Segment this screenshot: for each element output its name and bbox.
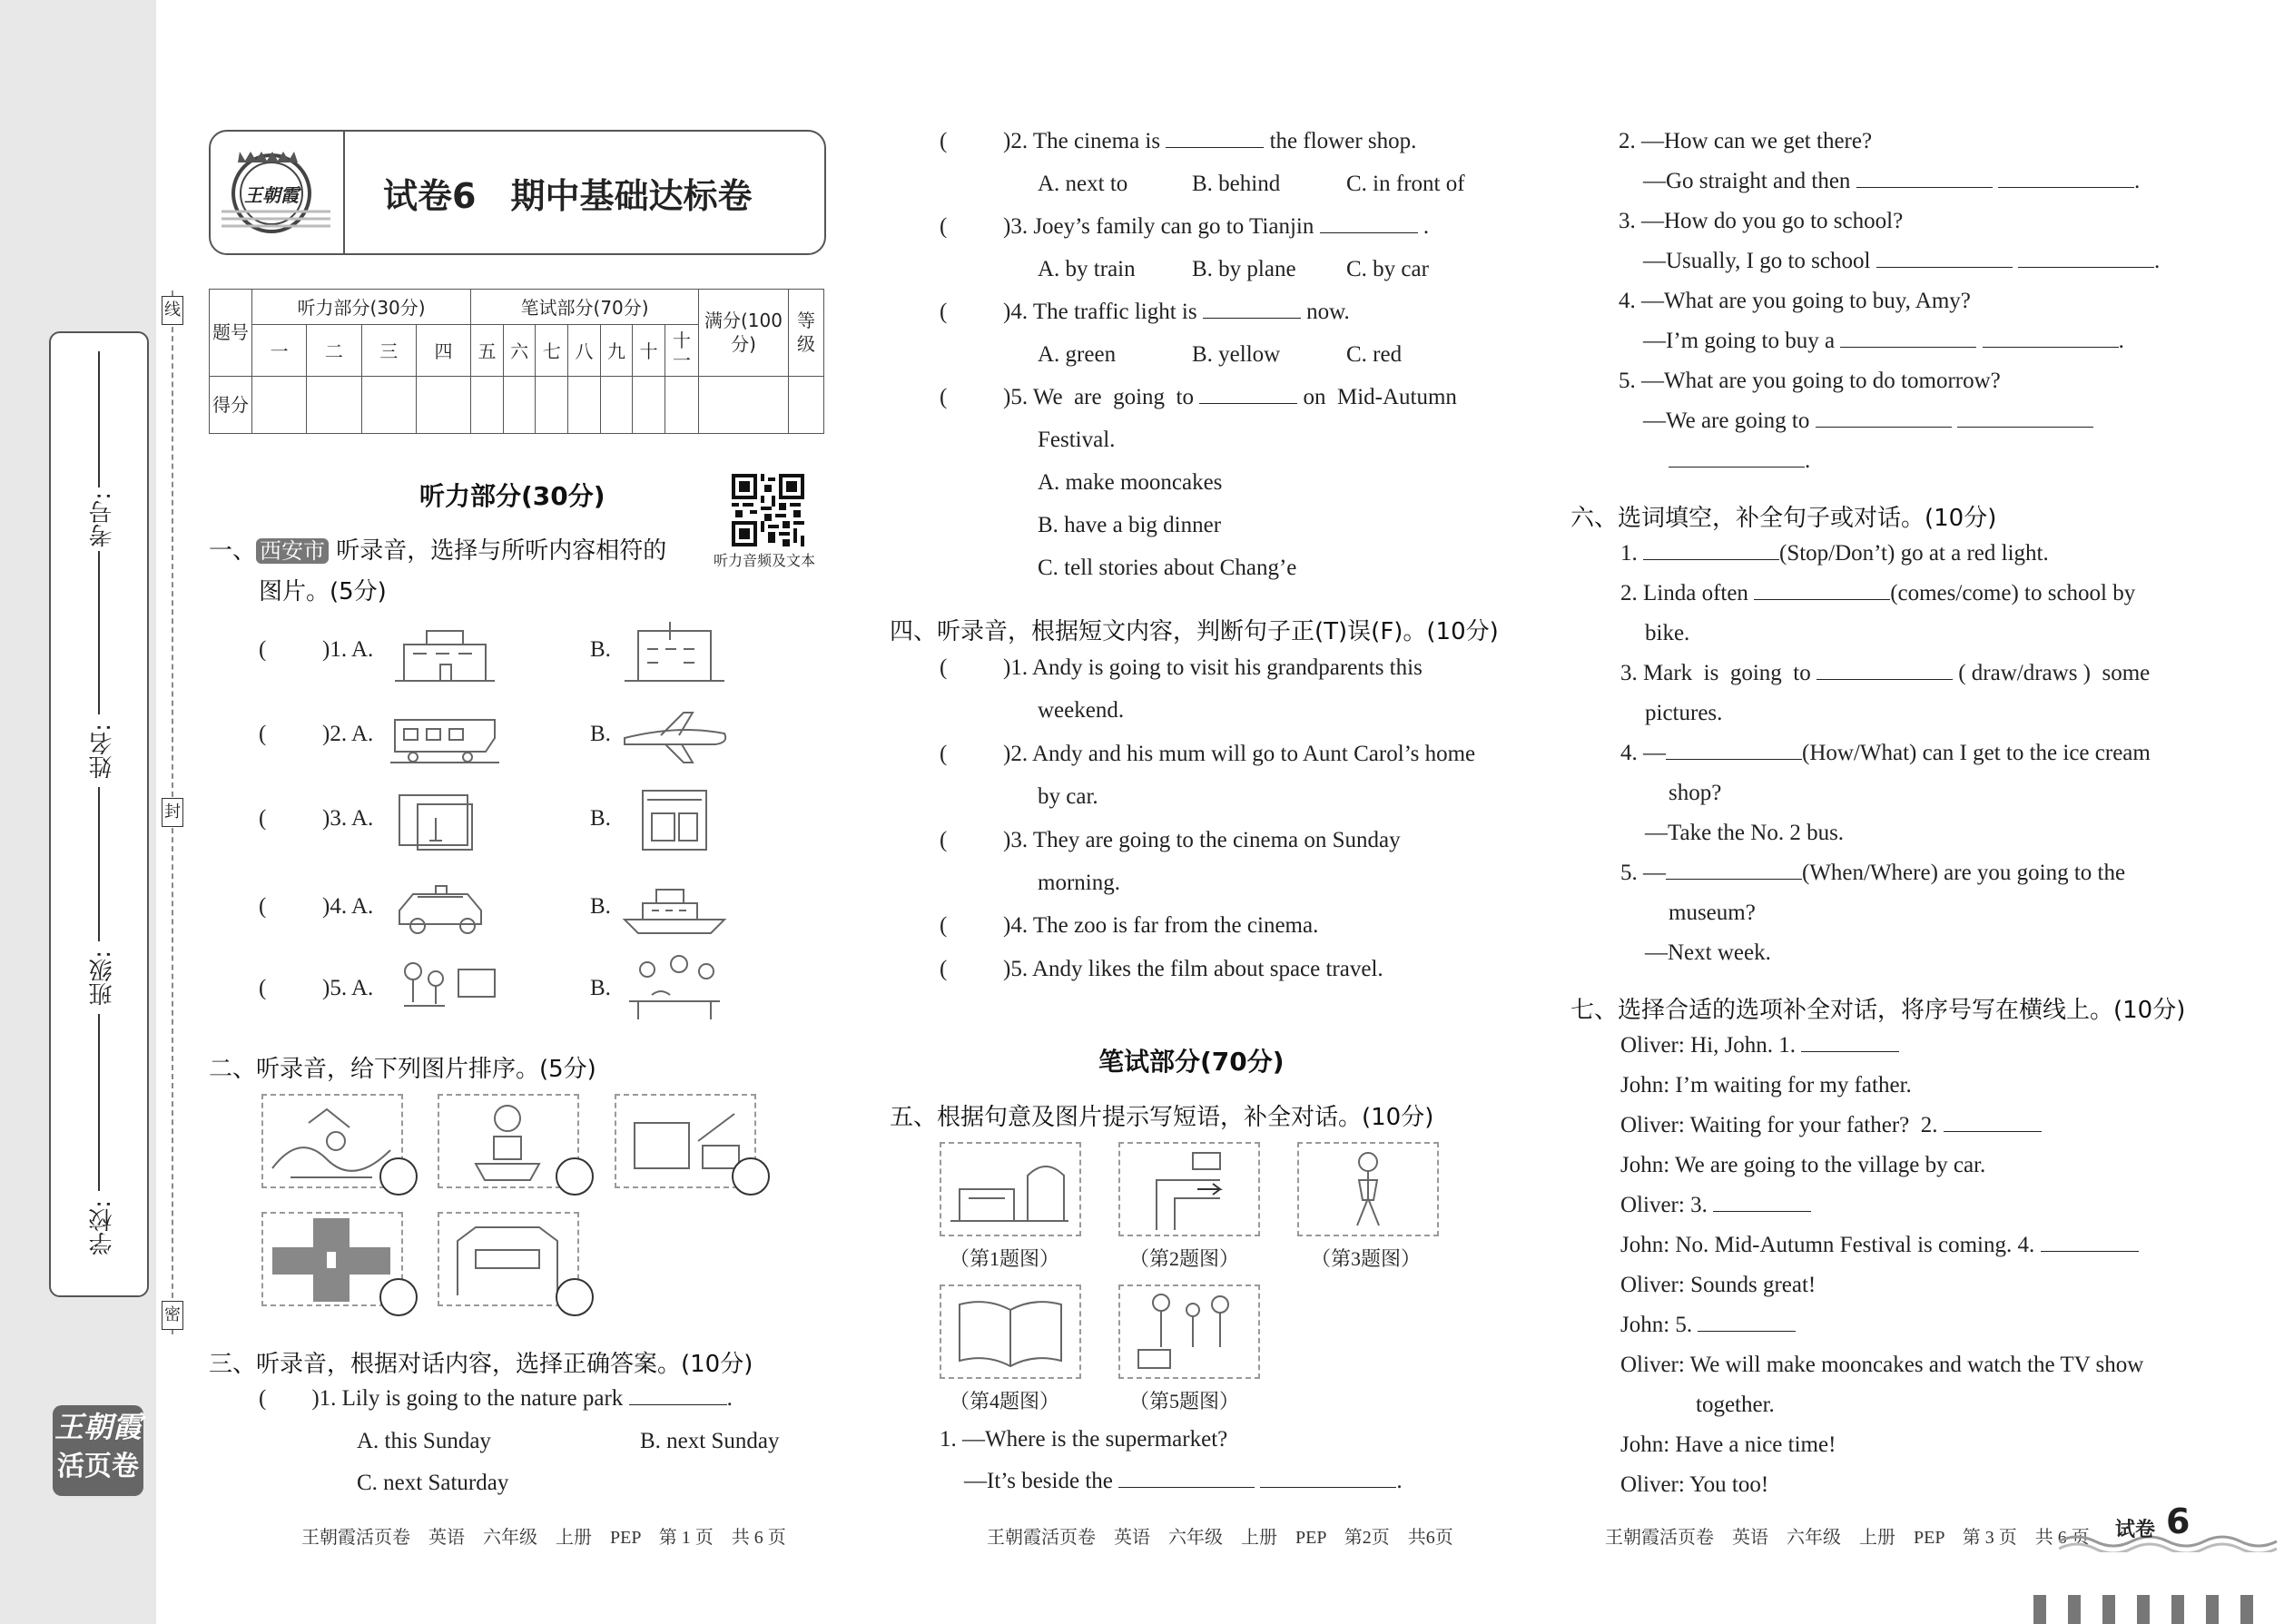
- dialog-line: [1620, 1033, 1899, 1058]
- answer-blank[interactable]: [1983, 347, 2119, 348]
- score-table-numeral: 二: [307, 324, 361, 376]
- s3-opt-a[interactable]: A. this Sunday: [357, 1429, 491, 1453]
- edge-mark: [2206, 1595, 2219, 1624]
- answer-blank[interactable]: [1856, 187, 1993, 188]
- score-cell[interactable]: [416, 376, 470, 433]
- dialog-text: Oliver: 3.: [1620, 1193, 1708, 1217]
- c3-q3a: 3. —How do you go to school?: [1619, 209, 1904, 233]
- binding-marker-bot: 密: [162, 1301, 183, 1330]
- s5-picture-5: [1118, 1284, 1260, 1379]
- s5-caption-4: （第4题图）: [950, 1390, 1060, 1412]
- family-shopping-icon: [1120, 1286, 1258, 1377]
- brand-logo-line1: 王朝霞: [54, 1410, 142, 1444]
- score-table-full-marks: 满分(100分): [699, 290, 789, 377]
- s1-picture-a[interactable]: [386, 782, 504, 854]
- listening-part-title: 听力部分(30分): [419, 481, 605, 511]
- score-cell[interactable]: [471, 376, 504, 433]
- answer-blank[interactable]: [1203, 318, 1301, 319]
- s6-q5-text: (When/Where) are you going to the: [1802, 861, 2126, 885]
- s6-q4: [1620, 741, 2151, 766]
- name-field[interactable]: [98, 551, 100, 714]
- score-table-listen-header: 听力部分(30分): [252, 290, 471, 325]
- option-a[interactable]: A. green: [1038, 342, 1117, 367]
- family-dinner-icon: [615, 951, 733, 1024]
- answer-blank[interactable]: [1166, 147, 1264, 148]
- exam-badge: [2059, 1498, 2286, 1552]
- dialog-line: [1620, 1193, 1811, 1218]
- s3-q1-text: )1. Lily is going to the nature park: [311, 1386, 624, 1411]
- option-b[interactable]: B. by plane: [1192, 257, 1296, 281]
- option-c[interactable]: C. red: [1346, 342, 1403, 367]
- c3-q5b: [1643, 408, 2093, 434]
- s3-q3-text: )3. Joey’s family can go to Tianjin: [1003, 214, 1314, 239]
- s5-caption-1: （第1题图）: [950, 1247, 1060, 1270]
- brand-logo-line2: 活页卷: [57, 1451, 139, 1482]
- answer-blank[interactable]: [1944, 1131, 2042, 1132]
- s4-item-cont: weekend.: [1038, 698, 1125, 723]
- answer-blank[interactable]: [1876, 267, 2013, 268]
- s3-q1: [259, 1386, 733, 1412]
- edge-mark: [2240, 1595, 2253, 1624]
- order-circle[interactable]: [732, 1157, 770, 1196]
- c3-q5c: .: [1669, 448, 1810, 474]
- hospital-building-icon: [615, 613, 733, 685]
- s1-picture-a[interactable]: [386, 870, 504, 942]
- s5-picture-3: [1297, 1142, 1439, 1236]
- class-label: 班级:: [89, 950, 116, 1006]
- s1-item-label-b: B.: [590, 976, 611, 1000]
- answer-blank[interactable]: [1666, 759, 1802, 760]
- s5-picture-1: [940, 1142, 1081, 1236]
- dialog-line: [1620, 1233, 2139, 1258]
- dialog-line: [1620, 1472, 1768, 1498]
- section1-title: [209, 532, 666, 566]
- s6-q5-cont: museum?: [1669, 901, 1756, 925]
- written-part-title: 笔试部分(70分): [1098, 1047, 1285, 1077]
- s3-opt-b[interactable]: B. next Sunday: [640, 1429, 780, 1453]
- answer-paren[interactable]: (: [940, 828, 948, 852]
- s1-picture-b[interactable]: [615, 613, 733, 685]
- score-table-row-label: 题号: [210, 290, 252, 377]
- score-table-numeral: 九: [600, 324, 633, 376]
- option-a[interactable]: A. by train: [1038, 257, 1136, 281]
- binding-marker-top: 线: [162, 296, 183, 325]
- qr-caption: 听力音频及文本: [714, 552, 816, 569]
- s4-item: )4. The zoo is far from the cinema.: [1003, 913, 1319, 938]
- option-b[interactable]: B. behind: [1192, 172, 1281, 196]
- score-table-numeral: 十: [633, 324, 665, 376]
- exam-badge-label: 试卷: [2115, 1519, 2156, 1541]
- answer-paren[interactable]: (: [940, 742, 948, 766]
- section1-text: 听录音，选择与所听内容相符的: [336, 537, 667, 565]
- answer-blank[interactable]: [1669, 467, 1805, 468]
- s6-q3-opts: ( draw/draws ) some: [1958, 661, 2151, 685]
- dialog-line: [1696, 1393, 1775, 1418]
- c3-q2a: 2. —How can we get there?: [1619, 129, 1873, 153]
- s6-q1-text: (Stop/Don’t) go at a red light.: [1779, 541, 2049, 566]
- s5-q1-line-b: —It’s beside the .: [964, 1469, 1403, 1493]
- s3-q4-end: now.: [1306, 300, 1350, 324]
- dialog-line: [1620, 1313, 1796, 1338]
- dialog-text: Oliver: Sounds great!: [1620, 1273, 1816, 1297]
- s5-q1-text: —It’s beside the: [964, 1469, 1113, 1493]
- s1-item-label-a: )2. A.: [322, 722, 374, 746]
- score-cell[interactable]: [536, 376, 568, 433]
- bookshop-icon: [615, 782, 733, 854]
- s1-item-label-b: B.: [590, 722, 611, 746]
- s6-q5-num: 5. —: [1620, 861, 1666, 885]
- emblem: [222, 141, 330, 242]
- option-c[interactable]: C. tell stories about Chang’e: [1038, 556, 1297, 580]
- s6-q2-text: 2. Linda often: [1620, 581, 1748, 605]
- qr-code-icon: [732, 474, 804, 546]
- score-cell[interactable]: [600, 376, 633, 433]
- score-table-write-header: 笔试部分(70分): [471, 290, 699, 325]
- s6-q2-opts: (comes/come) to school by: [1890, 581, 2136, 605]
- c3-q4b: —I’m going to buy a .: [1643, 329, 2124, 353]
- dialog-text: Oliver: We will make mooncakes and watch the TV show: [1620, 1353, 2144, 1377]
- order-circle[interactable]: [556, 1278, 594, 1316]
- s3-q2-end: the flower shop.: [1269, 129, 1417, 153]
- c3-q4a: 4. —What are you going to buy, Amy?: [1619, 289, 1971, 313]
- section2-title: 二、听录音，给下列图片排序。(5分): [209, 1056, 596, 1083]
- s1-item-label-b: B.: [590, 637, 611, 662]
- answer-blank[interactable]: [1320, 232, 1418, 233]
- score-table-numeral: 一: [252, 324, 307, 376]
- section3-title: 三、听录音，根据对话内容，选择正确答案。(10分): [209, 1351, 753, 1378]
- s3-q4: [1003, 300, 1350, 325]
- s3-q5-cont: Festival.: [1038, 428, 1116, 452]
- page-footer-1: 王朝霞活页卷 英语 六年级 上册 PEP 第 1 页 共 6 页: [301, 1528, 786, 1548]
- s1-picture-b[interactable]: [615, 782, 733, 854]
- dialog-line: [1620, 1153, 1985, 1178]
- edge-mark: [2171, 1595, 2184, 1624]
- dialog-text: John: No. Mid-Autumn Festival is coming. 4.: [1620, 1233, 2035, 1257]
- s3-q3-end: .: [1423, 214, 1430, 239]
- answer-paren[interactable]: (: [940, 655, 948, 680]
- order-circle[interactable]: [556, 1157, 594, 1196]
- page-title: 试卷6 期中基础达标卷: [383, 176, 753, 216]
- s3-q2: [1003, 129, 1416, 154]
- score-table-numeral: 五: [471, 324, 504, 376]
- s6-q3-cont: pictures.: [1645, 701, 1723, 725]
- s1-picture-b[interactable]: [615, 870, 733, 942]
- title-divider: [343, 132, 345, 253]
- answer-blank[interactable]: [629, 1404, 727, 1405]
- answer-paren[interactable]: (: [940, 300, 948, 324]
- answer-blank[interactable]: [1698, 1331, 1796, 1332]
- dialog-line: [1620, 1113, 2042, 1138]
- answer-blank[interactable]: [1666, 879, 1802, 880]
- section1-num: 一、: [209, 537, 257, 565]
- dialog-text: Oliver: You too!: [1620, 1472, 1769, 1497]
- s1-item-label-a: )1. A.: [322, 637, 374, 662]
- s6-q4-answer: —Take the No. 2 bus.: [1645, 821, 1845, 845]
- option-a[interactable]: A. make mooncakes: [1038, 470, 1223, 495]
- school-field[interactable]: [98, 1014, 100, 1191]
- s4-item: )1. Andy is going to visit his grandparents this: [1003, 655, 1423, 680]
- section4-title: 四、听录音，根据短文内容，判断句子正(T)误(F)。(10分): [890, 618, 1499, 645]
- score-table: [209, 289, 824, 434]
- supermarket-icon: [941, 1144, 1079, 1235]
- section6-title: 六、选词填空，补全句子或对话。(10分): [1570, 505, 1997, 532]
- family-tv-icon: [386, 951, 504, 1024]
- answer-blank[interactable]: [1957, 427, 2093, 428]
- score-table-grade: 等级: [789, 290, 824, 377]
- class-field[interactable]: [98, 787, 100, 941]
- answer-paren[interactable]: (: [259, 1386, 267, 1411]
- s3-q3: [1003, 214, 1429, 240]
- dialog-line: [1620, 1073, 1912, 1098]
- c3-q4b-text: —I’m going to buy a: [1643, 329, 1836, 353]
- answer-paren[interactable]: (: [940, 214, 948, 239]
- score-table-numeral: 七: [536, 324, 568, 376]
- dialog-text: John: I’m waiting for my father.: [1620, 1073, 1912, 1097]
- option-a[interactable]: A. next to: [1038, 172, 1128, 196]
- order-circle[interactable]: [379, 1157, 418, 1196]
- score-table-numeral: 十一: [665, 324, 699, 376]
- emblem-text: 王朝霞: [244, 184, 299, 206]
- s1-item-label-a: )3. A.: [322, 806, 374, 831]
- edge-mark: [2068, 1595, 2081, 1624]
- title-box: [209, 130, 826, 255]
- edge-mark: [2033, 1595, 2046, 1624]
- answer-blank[interactable]: [2041, 1251, 2139, 1252]
- answer-blank[interactable]: [1816, 679, 1953, 680]
- s3-q1-end: .: [726, 1386, 733, 1411]
- c3-q5b-text: —We are going to: [1643, 408, 1810, 433]
- answer-blank[interactable]: [1713, 1211, 1811, 1212]
- c3-q2b: —Go straight and then .: [1643, 169, 2141, 193]
- number-field[interactable]: [98, 351, 100, 487]
- section1-region-tag: 西安市: [256, 538, 329, 564]
- s6-q2-cont: bike.: [1645, 621, 1690, 645]
- option-b[interactable]: B. have a big dinner: [1038, 513, 1222, 537]
- s1-item-label-b: B.: [590, 806, 611, 831]
- answer-paren[interactable]: (: [259, 894, 267, 919]
- answer-paren[interactable]: (: [940, 957, 948, 981]
- s1-item-label-b: B.: [590, 894, 611, 919]
- score-cell[interactable]: [568, 376, 601, 433]
- binding-marker-mid: 封: [162, 798, 183, 827]
- page-footer-2: 王朝霞活页卷 英语 六年级 上册 PEP 第2页 共6页: [987, 1528, 1453, 1548]
- c3-q3b: —Usually, I go to school .: [1643, 249, 2161, 273]
- number-label: 考号:: [89, 492, 116, 547]
- section7-title: 七、选择合适的选项补全对话，将序号写在横线上。(10分): [1570, 997, 2186, 1024]
- school-label: 学校:: [89, 1200, 116, 1255]
- score-cell[interactable]: [361, 376, 416, 433]
- s5-caption-2: （第2题图）: [1129, 1247, 1240, 1270]
- option-b[interactable]: B. yellow: [1192, 342, 1281, 367]
- score-table-score-label: 得分: [210, 376, 252, 433]
- qr-code[interactable]: [732, 474, 804, 546]
- s3-q5-end: on Mid-Autumn: [1303, 385, 1457, 409]
- s1-picture-b[interactable]: [615, 951, 733, 1024]
- dialog-line: [1620, 1432, 1836, 1458]
- s1-picture-a[interactable]: [386, 613, 504, 685]
- train-icon: [386, 697, 504, 770]
- answer-blank[interactable]: [1801, 1051, 1899, 1052]
- c3-q2b-text: —Go straight and then: [1643, 169, 1851, 193]
- score-cell[interactable]: [789, 376, 824, 433]
- section1-title-cont: 图片。(5分): [259, 578, 387, 605]
- dialog-text: John: 5.: [1620, 1313, 1693, 1337]
- s6-q1: 1. (Stop/Don’t) go at a red light.: [1620, 541, 2049, 566]
- option-c[interactable]: C. in front of: [1346, 172, 1465, 196]
- s4-item-cont: morning.: [1038, 871, 1120, 895]
- dialog-text: John: We are going to the village by car.: [1620, 1153, 1986, 1177]
- ship-icon: [615, 870, 733, 942]
- answer-blank[interactable]: [1643, 559, 1779, 560]
- s5-caption-5: （第5题图）: [1129, 1390, 1240, 1412]
- section5-title: 五、根据句意及图片提示写短语，补全对话。(10分): [890, 1104, 1434, 1131]
- answer-paren[interactable]: (: [940, 913, 948, 938]
- answer-blank[interactable]: [1998, 187, 2134, 188]
- school-building-icon: [386, 613, 504, 685]
- order-circle[interactable]: [379, 1278, 418, 1316]
- plane-icon: [615, 697, 733, 770]
- answer-blank[interactable]: [1260, 1487, 1396, 1488]
- answer-blank[interactable]: [1754, 599, 1890, 600]
- answer-paren[interactable]: (: [940, 385, 948, 409]
- student-info-panel: [49, 331, 149, 1297]
- s3-q4-text: )4. The traffic light is: [1003, 300, 1197, 324]
- s1-picture-b[interactable]: [615, 697, 733, 770]
- s1-picture-a[interactable]: [386, 951, 504, 1024]
- s5-q1-line-a: 1. —Where is the supermarket?: [940, 1427, 1228, 1452]
- dialog-text: John: Have a nice time!: [1620, 1432, 1836, 1457]
- dialog-line: [1620, 1273, 1816, 1298]
- s3-q2-text: )2. The cinema is: [1003, 129, 1161, 153]
- answer-blank[interactable]: [1118, 1487, 1255, 1488]
- dialog-text: Oliver: Hi, John. 1.: [1620, 1033, 1797, 1058]
- s5-picture-2: [1118, 1142, 1260, 1236]
- turn-right-map-icon: [1120, 1144, 1258, 1235]
- s6-q4-num: 4. —: [1620, 741, 1666, 765]
- score-table-numeral: 四: [416, 324, 470, 376]
- s6-q3: [1620, 661, 2150, 686]
- s4-item: )5. Andy likes the film about space travel.: [1003, 957, 1383, 981]
- score-cell[interactable]: [307, 376, 361, 433]
- s6-q5: [1620, 861, 2125, 886]
- score-table-numeral: 六: [503, 324, 536, 376]
- answer-blank[interactable]: [2018, 267, 2154, 268]
- s6-q4-text: (How/What) can I get to the ice cream: [1802, 741, 2151, 765]
- score-cell[interactable]: [665, 376, 699, 433]
- dialog-text: together.: [1696, 1393, 1775, 1417]
- s6-q3-text: 3. Mark is going to: [1620, 661, 1811, 685]
- taxi-icon: [386, 870, 504, 942]
- answer-paren[interactable]: (: [259, 637, 267, 662]
- score-cell[interactable]: [252, 376, 307, 433]
- s5-caption-3: （第3题图）: [1311, 1247, 1422, 1270]
- s4-item: )2. Andy and his mum will go to Aunt Carol’s home: [1003, 742, 1476, 766]
- walking-girl-icon: [1299, 1144, 1437, 1235]
- score-cell[interactable]: [503, 376, 536, 433]
- s3-q5: [1003, 385, 1457, 410]
- answer-blank[interactable]: [1199, 403, 1297, 404]
- edge-mark: [2102, 1595, 2115, 1624]
- answer-paren[interactable]: (: [259, 976, 267, 1000]
- brand-logo: [53, 1405, 143, 1496]
- answer-paren[interactable]: (: [259, 722, 267, 746]
- s3-opt-c[interactable]: C. next Saturday: [357, 1471, 509, 1495]
- answer-paren[interactable]: (: [259, 806, 267, 831]
- s6-q4-cont: shop?: [1669, 781, 1722, 805]
- s6-q5-answer: —Next week.: [1645, 940, 1771, 965]
- s4-item: )3. They are going to the cinema on Sunday: [1003, 828, 1401, 852]
- edge-mark: [2137, 1595, 2150, 1624]
- s3-q5-text: )5. We are going to: [1003, 385, 1194, 409]
- s1-item-label-a: )4. A.: [322, 894, 374, 919]
- s1-item-label-a: )5. A.: [322, 976, 374, 1000]
- exam-badge-number: 6: [2166, 1501, 2191, 1541]
- s1-picture-a[interactable]: [386, 697, 504, 770]
- name-label: 姓名:: [89, 723, 116, 779]
- c3-q5a: 5. —What are you going to do tomorrow?: [1619, 369, 2001, 393]
- score-cell[interactable]: [633, 376, 665, 433]
- s5-picture-4: [940, 1284, 1081, 1379]
- dialog-text: Oliver: Waiting for your father? 2.: [1620, 1113, 1938, 1137]
- option-c[interactable]: C. by car: [1346, 257, 1429, 281]
- answer-blank[interactable]: [1840, 347, 1976, 348]
- score-cell[interactable]: [699, 376, 789, 433]
- s4-item-cont: by car.: [1038, 784, 1098, 809]
- score-table-numeral: 八: [568, 324, 601, 376]
- page-footer-3: 王朝霞活页卷 英语 六年级 上册 PEP 第 3 页 共 6 页: [1605, 1528, 2090, 1548]
- answer-paren[interactable]: (: [940, 129, 948, 153]
- score-table-numeral: 三: [361, 324, 416, 376]
- postcard-icon: [386, 782, 504, 854]
- s6-q2: [1620, 581, 2135, 606]
- answer-blank[interactable]: [1816, 427, 1952, 428]
- c3-q3b-text: —Usually, I go to school: [1643, 249, 1871, 273]
- dialog-line: [1620, 1353, 2143, 1378]
- book-icon: [941, 1286, 1079, 1377]
